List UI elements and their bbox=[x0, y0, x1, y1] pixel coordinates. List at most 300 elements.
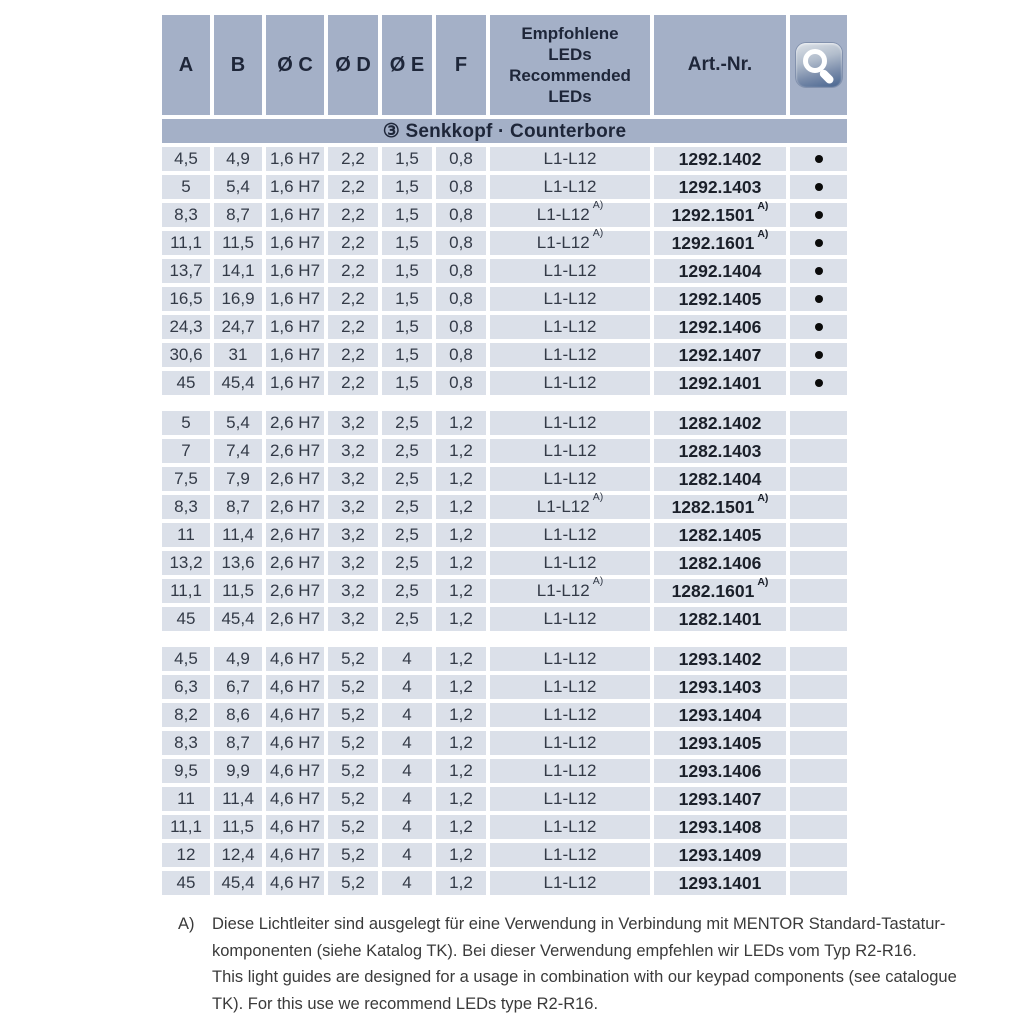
footnote-line-en-1: This light guides are designed for a usage in combination with our keypad components (see catalogue bbox=[212, 968, 957, 986]
cell-b: 11,5 bbox=[214, 815, 262, 839]
footnote-ref: A) bbox=[757, 491, 769, 504]
cell-availability bbox=[790, 439, 847, 463]
cell-a: 12 bbox=[162, 843, 210, 867]
availability-dot bbox=[815, 351, 823, 359]
cell-art-nr bbox=[654, 315, 786, 339]
cell-diameter-c: 2,6 H7 bbox=[266, 411, 324, 435]
cell-diameter-d: 2,2 bbox=[328, 259, 378, 283]
cell-availability bbox=[790, 843, 847, 867]
cell-recommended-leds bbox=[490, 287, 650, 311]
cell-diameter-d: 5,2 bbox=[328, 731, 378, 755]
cell-f: 0,8 bbox=[436, 231, 486, 255]
cell-a: 11 bbox=[162, 787, 210, 811]
cell-f: 0,8 bbox=[436, 315, 486, 339]
cell-a: 5 bbox=[162, 175, 210, 199]
cell-f: 1,2 bbox=[436, 787, 486, 811]
cell-art-nr bbox=[654, 551, 786, 575]
cell-b: 31 bbox=[214, 343, 262, 367]
article-number: 1282.1404 bbox=[678, 468, 762, 489]
led-range: L1-L12 bbox=[543, 317, 597, 336]
cell-diameter-c: 4,6 H7 bbox=[266, 871, 324, 895]
cell-diameter-c: 2,6 H7 bbox=[266, 607, 324, 631]
cell-recommended-leds bbox=[490, 759, 650, 783]
cell-b: 4,9 bbox=[214, 647, 262, 671]
table-row bbox=[162, 343, 847, 367]
cell-diameter-e: 2,5 bbox=[382, 607, 432, 631]
article-number: 1292.1403 bbox=[678, 176, 762, 197]
cell-b: 13,6 bbox=[214, 551, 262, 575]
cell-diameter-c: 1,6 H7 bbox=[266, 175, 324, 199]
cell-diameter-d: 2,2 bbox=[328, 175, 378, 199]
article-number: 1292.1406 bbox=[678, 316, 762, 337]
cell-recommended-leds bbox=[490, 147, 650, 171]
cell-b: 4,9 bbox=[214, 147, 262, 171]
cell-b: 8,7 bbox=[214, 731, 262, 755]
cell-recommended-leds bbox=[490, 343, 650, 367]
cell-f: 1,2 bbox=[436, 411, 486, 435]
led-range: L1-L12 bbox=[543, 177, 597, 196]
table-row bbox=[162, 467, 847, 491]
col-header-detail bbox=[790, 15, 847, 115]
cell-availability bbox=[790, 231, 847, 255]
col-header-diameter-c: Ø C bbox=[266, 15, 324, 115]
cell-f: 1,2 bbox=[436, 759, 486, 783]
table-row bbox=[162, 371, 847, 395]
cell-a: 8,3 bbox=[162, 203, 210, 227]
cell-art-nr bbox=[654, 871, 786, 895]
cell-a: 9,5 bbox=[162, 759, 210, 783]
col-header-leds-line-de2: LEDs bbox=[548, 45, 592, 64]
cell-diameter-d: 3,2 bbox=[328, 579, 378, 603]
table-wrap bbox=[158, 11, 1024, 899]
cell-diameter-d: 2,2 bbox=[328, 147, 378, 171]
cell-a: 7 bbox=[162, 439, 210, 463]
cell-diameter-d: 3,2 bbox=[328, 607, 378, 631]
article-number: 1293.1403 bbox=[678, 676, 762, 697]
led-range: L1-L12 bbox=[543, 525, 597, 544]
article-number: 1282.1405 bbox=[678, 524, 762, 545]
cell-art-nr bbox=[654, 467, 786, 491]
cell-recommended-leds bbox=[490, 227, 650, 255]
cell-diameter-c: 4,6 H7 bbox=[266, 759, 324, 783]
table-row bbox=[162, 411, 847, 435]
cell-art-nr bbox=[654, 759, 786, 783]
cell-f: 1,2 bbox=[436, 675, 486, 699]
cell-f: 1,2 bbox=[436, 703, 486, 727]
cell-diameter-c: 2,6 H7 bbox=[266, 523, 324, 547]
led-range: L1-L12 bbox=[543, 261, 597, 280]
cell-b: 7,9 bbox=[214, 467, 262, 491]
cell-art-nr bbox=[654, 411, 786, 435]
cell-b: 5,4 bbox=[214, 411, 262, 435]
cell-art-nr bbox=[654, 843, 786, 867]
cell-art-nr bbox=[654, 675, 786, 699]
cell-diameter-c: 1,6 H7 bbox=[266, 315, 324, 339]
led-range: L1-L12 bbox=[543, 149, 597, 168]
cell-recommended-leds bbox=[490, 843, 650, 867]
cell-art-nr bbox=[654, 371, 786, 395]
cell-diameter-c: 4,6 H7 bbox=[266, 815, 324, 839]
table-row bbox=[162, 439, 847, 463]
article-number: 1293.1402 bbox=[678, 648, 762, 669]
availability-dot bbox=[815, 379, 823, 387]
footnote-ref: A) bbox=[757, 227, 769, 240]
cell-art-nr bbox=[654, 147, 786, 171]
cell-f: 1,2 bbox=[436, 467, 486, 491]
table-row bbox=[162, 815, 847, 839]
cell-recommended-leds bbox=[490, 199, 650, 227]
cell-art-nr bbox=[654, 787, 786, 811]
article-number: 1293.1407 bbox=[678, 788, 762, 809]
availability-dot bbox=[815, 267, 823, 275]
cell-diameter-e: 2,5 bbox=[382, 495, 432, 519]
cell-diameter-e: 4 bbox=[382, 759, 432, 783]
cell-a: 13,7 bbox=[162, 259, 210, 283]
cell-recommended-leds bbox=[490, 607, 650, 631]
article-number: 1293.1405 bbox=[678, 732, 762, 753]
footnote-line-de-2: komponenten (siehe Katalog TK). Bei dieser Verwendung empfehlen wir LEDs vom Typ R2-R16. bbox=[212, 941, 917, 960]
cell-recommended-leds bbox=[490, 575, 650, 603]
cell-availability bbox=[790, 315, 847, 339]
cell-b: 8,7 bbox=[214, 495, 262, 519]
footnote-text bbox=[212, 911, 957, 1017]
availability-dot bbox=[815, 239, 823, 247]
led-range: L1-L12 bbox=[543, 441, 597, 460]
cell-diameter-d: 3,2 bbox=[328, 551, 378, 575]
col-header-art-nr: Art.-Nr. bbox=[654, 15, 786, 115]
cell-b: 16,9 bbox=[214, 287, 262, 311]
col-header-leds-line-de1: Empfohlene bbox=[521, 24, 619, 43]
led-range: L1-L12 bbox=[543, 345, 597, 364]
footnote-ref: A) bbox=[592, 491, 604, 504]
cell-art-nr bbox=[654, 523, 786, 547]
cell-diameter-d: 2,2 bbox=[328, 203, 378, 227]
catalog-page bbox=[0, 11, 1024, 1024]
cell-art-nr bbox=[654, 227, 786, 255]
cell-diameter-e: 1,5 bbox=[382, 315, 432, 339]
cell-a: 5 bbox=[162, 411, 210, 435]
article-number: 1293.1409 bbox=[678, 844, 762, 865]
led-range: L1-L12 bbox=[543, 289, 597, 308]
section-band-row bbox=[162, 119, 847, 143]
cell-availability bbox=[790, 759, 847, 783]
cell-recommended-leds bbox=[490, 439, 650, 463]
cell-recommended-leds bbox=[490, 175, 650, 199]
col-header-diameter-e: Ø E bbox=[382, 15, 432, 115]
cell-availability bbox=[790, 343, 847, 367]
cell-f: 0,8 bbox=[436, 175, 486, 199]
table-row bbox=[162, 675, 847, 699]
article-number: 1292.1404 bbox=[678, 260, 762, 281]
cell-b: 11,5 bbox=[214, 579, 262, 603]
led-range: L1-L12 bbox=[543, 373, 597, 392]
cell-f: 1,2 bbox=[436, 843, 486, 867]
article-number: 1282.1501 bbox=[671, 496, 755, 517]
cell-availability bbox=[790, 647, 847, 671]
led-range: L1-L12 bbox=[536, 205, 590, 224]
cell-recommended-leds bbox=[490, 411, 650, 435]
cell-diameter-d: 5,2 bbox=[328, 843, 378, 867]
cell-availability bbox=[790, 203, 847, 227]
col-header-recommended-leds bbox=[490, 15, 650, 115]
article-number: 1292.1407 bbox=[678, 344, 762, 365]
cell-b: 7,4 bbox=[214, 439, 262, 463]
section-header: ③ Senkkopf · Counterbore bbox=[162, 119, 847, 143]
cell-diameter-e: 2,5 bbox=[382, 551, 432, 575]
cell-diameter-e: 1,5 bbox=[382, 287, 432, 311]
cell-availability bbox=[790, 787, 847, 811]
led-range: L1-L12 bbox=[536, 581, 590, 600]
led-range: L1-L12 bbox=[543, 789, 597, 808]
cell-art-nr bbox=[654, 199, 786, 227]
cell-art-nr bbox=[654, 439, 786, 463]
cell-diameter-c: 2,6 H7 bbox=[266, 439, 324, 463]
cell-b: 8,6 bbox=[214, 703, 262, 727]
led-range: L1-L12 bbox=[543, 553, 597, 572]
cell-a: 45 bbox=[162, 871, 210, 895]
cell-f: 1,2 bbox=[436, 731, 486, 755]
cell-availability bbox=[790, 259, 847, 283]
footnote-ref: A) bbox=[592, 575, 604, 588]
cell-art-nr bbox=[654, 175, 786, 199]
table-row bbox=[162, 175, 847, 199]
cell-diameter-d: 5,2 bbox=[328, 815, 378, 839]
cell-availability bbox=[790, 607, 847, 631]
table-row bbox=[162, 843, 847, 867]
cell-f: 1,2 bbox=[436, 439, 486, 463]
cell-a: 11 bbox=[162, 523, 210, 547]
cell-a: 16,5 bbox=[162, 287, 210, 311]
cell-recommended-leds bbox=[490, 703, 650, 727]
cell-b: 24,7 bbox=[214, 315, 262, 339]
cell-b: 12,4 bbox=[214, 843, 262, 867]
cell-a: 6,3 bbox=[162, 675, 210, 699]
cell-a: 24,3 bbox=[162, 315, 210, 339]
led-range: L1-L12 bbox=[543, 845, 597, 864]
cell-f: 1,2 bbox=[436, 871, 486, 895]
cell-availability bbox=[790, 579, 847, 603]
cell-b: 11,4 bbox=[214, 523, 262, 547]
cell-a: 13,2 bbox=[162, 551, 210, 575]
article-number: 1282.1406 bbox=[678, 552, 762, 573]
cell-recommended-leds bbox=[490, 491, 650, 519]
cell-f: 1,2 bbox=[436, 579, 486, 603]
cell-b: 45,4 bbox=[214, 871, 262, 895]
cell-recommended-leds bbox=[490, 523, 650, 547]
cell-art-nr bbox=[654, 491, 786, 519]
cell-diameter-c: 1,6 H7 bbox=[266, 147, 324, 171]
cell-diameter-e: 4 bbox=[382, 675, 432, 699]
cell-f: 0,8 bbox=[436, 147, 486, 171]
table-header-row bbox=[162, 15, 847, 115]
article-number: 1282.1401 bbox=[678, 608, 762, 629]
led-range: L1-L12 bbox=[543, 677, 597, 696]
cell-recommended-leds bbox=[490, 815, 650, 839]
cell-recommended-leds bbox=[490, 675, 650, 699]
cell-diameter-e: 2,5 bbox=[382, 467, 432, 491]
cell-diameter-d: 3,2 bbox=[328, 411, 378, 435]
cell-f: 0,8 bbox=[436, 287, 486, 311]
cell-availability bbox=[790, 287, 847, 311]
cell-art-nr bbox=[654, 647, 786, 671]
cell-f: 1,2 bbox=[436, 551, 486, 575]
group-gap-row bbox=[162, 635, 847, 643]
cell-diameter-c: 2,6 H7 bbox=[266, 495, 324, 519]
led-range: L1-L12 bbox=[543, 705, 597, 724]
table-row bbox=[162, 579, 847, 603]
led-range: L1-L12 bbox=[543, 761, 597, 780]
cell-diameter-c: 1,6 H7 bbox=[266, 343, 324, 367]
cell-a: 4,5 bbox=[162, 147, 210, 171]
cell-a: 45 bbox=[162, 607, 210, 631]
cell-diameter-e: 4 bbox=[382, 871, 432, 895]
col-header-leds-line-en1: Recommended bbox=[509, 66, 631, 85]
cell-b: 8,7 bbox=[214, 203, 262, 227]
cell-recommended-leds bbox=[490, 467, 650, 491]
footnote-ref: A) bbox=[757, 575, 769, 588]
cell-a: 11,1 bbox=[162, 579, 210, 603]
footnote bbox=[178, 911, 1024, 1017]
magnifier-button[interactable] bbox=[796, 43, 842, 87]
article-number: 1282.1403 bbox=[678, 440, 762, 461]
cell-f: 0,8 bbox=[436, 203, 486, 227]
article-number: 1293.1401 bbox=[678, 872, 762, 893]
cell-availability bbox=[790, 731, 847, 755]
footnote-ref: A) bbox=[757, 199, 769, 212]
cell-diameter-e: 4 bbox=[382, 843, 432, 867]
led-range: L1-L12 bbox=[543, 649, 597, 668]
cell-art-nr bbox=[654, 343, 786, 367]
cell-diameter-e: 2,5 bbox=[382, 439, 432, 463]
cell-art-nr bbox=[654, 259, 786, 283]
col-header-diameter-d: Ø D bbox=[328, 15, 378, 115]
table-row bbox=[162, 495, 847, 519]
cell-b: 11,5 bbox=[214, 231, 262, 255]
article-number: 1293.1404 bbox=[678, 704, 762, 725]
magnifier-icon bbox=[796, 43, 842, 87]
led-range: L1-L12 bbox=[543, 469, 597, 488]
cell-art-nr bbox=[654, 575, 786, 603]
cell-diameter-d: 5,2 bbox=[328, 647, 378, 671]
cell-diameter-d: 3,2 bbox=[328, 523, 378, 547]
table-row bbox=[162, 731, 847, 755]
cell-availability bbox=[790, 467, 847, 491]
cell-diameter-e: 4 bbox=[382, 731, 432, 755]
led-range: L1-L12 bbox=[536, 233, 590, 252]
led-range: L1-L12 bbox=[543, 733, 597, 752]
cell-diameter-c: 4,6 H7 bbox=[266, 731, 324, 755]
col-header-a: A bbox=[162, 15, 210, 115]
cell-a: 11,1 bbox=[162, 815, 210, 839]
cell-diameter-d: 5,2 bbox=[328, 675, 378, 699]
led-range: L1-L12 bbox=[543, 413, 597, 432]
cell-diameter-e: 2,5 bbox=[382, 411, 432, 435]
cell-recommended-leds bbox=[490, 551, 650, 575]
footnote-line-en-2: TK). For this use we recommend LEDs type R2-R16. bbox=[212, 994, 599, 1013]
cell-diameter-e: 1,5 bbox=[382, 259, 432, 283]
cell-diameter-c: 4,6 H7 bbox=[266, 843, 324, 867]
col-header-f: F bbox=[436, 15, 486, 115]
cell-diameter-c: 4,6 H7 bbox=[266, 703, 324, 727]
article-number: 1293.1408 bbox=[678, 816, 762, 837]
table-row bbox=[162, 647, 847, 671]
cell-diameter-d: 2,2 bbox=[328, 315, 378, 339]
cell-art-nr bbox=[654, 703, 786, 727]
cell-diameter-d: 3,2 bbox=[328, 495, 378, 519]
cell-diameter-c: 1,6 H7 bbox=[266, 259, 324, 283]
table-row bbox=[162, 147, 847, 171]
cell-availability bbox=[790, 675, 847, 699]
cell-availability bbox=[790, 815, 847, 839]
availability-dot bbox=[815, 183, 823, 191]
cell-a: 7,5 bbox=[162, 467, 210, 491]
table-row bbox=[162, 203, 847, 227]
cell-diameter-e: 1,5 bbox=[382, 343, 432, 367]
article-number: 1292.1601 bbox=[671, 232, 755, 253]
cell-b: 9,9 bbox=[214, 759, 262, 783]
cell-diameter-e: 4 bbox=[382, 647, 432, 671]
cell-diameter-c: 4,6 H7 bbox=[266, 675, 324, 699]
cell-availability bbox=[790, 523, 847, 547]
article-number: 1292.1401 bbox=[678, 372, 762, 393]
cell-diameter-d: 5,2 bbox=[328, 703, 378, 727]
cell-diameter-e: 2,5 bbox=[382, 579, 432, 603]
cell-b: 6,7 bbox=[214, 675, 262, 699]
table-row bbox=[162, 259, 847, 283]
cell-diameter-c: 1,6 H7 bbox=[266, 203, 324, 227]
cell-diameter-e: 1,5 bbox=[382, 371, 432, 395]
cell-a: 45 bbox=[162, 371, 210, 395]
group-gap bbox=[162, 635, 847, 643]
availability-dot bbox=[815, 155, 823, 163]
article-number: 1292.1501 bbox=[671, 204, 755, 225]
cell-a: 11,1 bbox=[162, 231, 210, 255]
cell-a: 8,2 bbox=[162, 703, 210, 727]
cell-art-nr bbox=[654, 607, 786, 631]
availability-dot bbox=[815, 295, 823, 303]
cell-availability bbox=[790, 551, 847, 575]
cell-a: 8,3 bbox=[162, 731, 210, 755]
cell-diameter-c: 2,6 H7 bbox=[266, 467, 324, 491]
cell-diameter-d: 2,2 bbox=[328, 231, 378, 255]
cell-recommended-leds bbox=[490, 647, 650, 671]
led-range: L1-L12 bbox=[543, 873, 597, 892]
cell-f: 1,2 bbox=[436, 607, 486, 631]
cell-diameter-d: 2,2 bbox=[328, 287, 378, 311]
led-range: L1-L12 bbox=[536, 497, 590, 516]
led-range: L1-L12 bbox=[543, 609, 597, 628]
cell-f: 1,2 bbox=[436, 523, 486, 547]
cell-recommended-leds bbox=[490, 259, 650, 283]
cell-f: 1,2 bbox=[436, 815, 486, 839]
cell-diameter-d: 3,2 bbox=[328, 439, 378, 463]
footnote-marker: A) bbox=[178, 915, 195, 933]
cell-diameter-d: 5,2 bbox=[328, 787, 378, 811]
table-row bbox=[162, 787, 847, 811]
cell-availability bbox=[790, 411, 847, 435]
article-number: 1292.1405 bbox=[678, 288, 762, 309]
cell-diameter-e: 4 bbox=[382, 703, 432, 727]
cell-availability bbox=[790, 871, 847, 895]
led-range: L1-L12 bbox=[543, 817, 597, 836]
cell-diameter-e: 4 bbox=[382, 815, 432, 839]
cell-recommended-leds bbox=[490, 787, 650, 811]
cell-b: 5,4 bbox=[214, 175, 262, 199]
cell-diameter-c: 2,6 H7 bbox=[266, 579, 324, 603]
cell-f: 0,8 bbox=[436, 343, 486, 367]
cell-recommended-leds bbox=[490, 315, 650, 339]
cell-art-nr bbox=[654, 731, 786, 755]
